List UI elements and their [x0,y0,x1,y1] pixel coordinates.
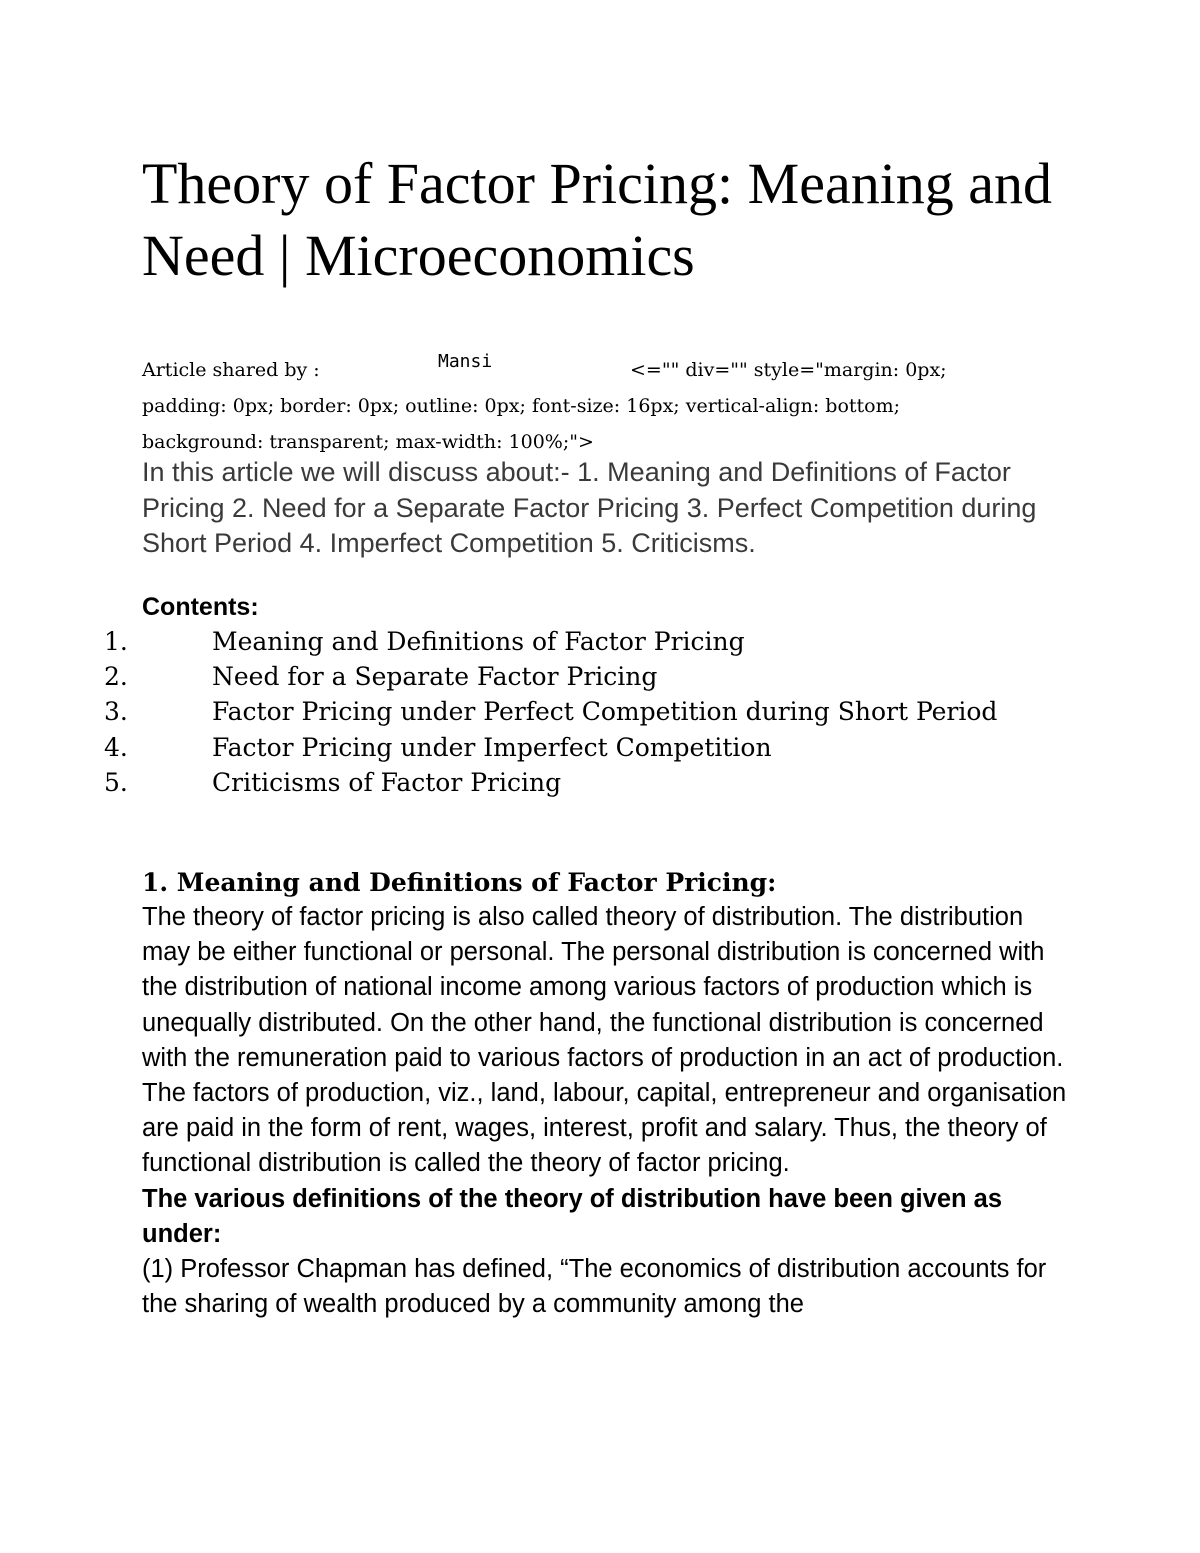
toc-item[interactable] [0,659,1100,694]
toc-item-number: 1. [104,627,128,656]
definition-1: (1) Professor Chapman has defined, “The economics of distribution accounts for the sharing of wealth produced by a community among the [142,1255,1047,1319]
toc-item-number: 3. [104,697,128,727]
table-of-contents [0,624,1100,800]
section-1-body [142,900,1077,1322]
toc-item[interactable] [0,694,1100,729]
section-1-paragraph-2: The factors of production, viz., land, labour, capital, entrepreneur and organisation are paid in the form of rent, wages, interest, profit and salary. Thus, the theory of functional distribution is called the theory of factor pricing. [142,1079,1067,1178]
toc-item-label[interactable]: Meaning and Definitions of Factor Pricing [212,627,745,656]
article-title: Theory of Factor Pricing: Meaning and Need | Microeconomics [142,151,1053,288]
toc-item-number: 2. [104,662,128,692]
definitions-heading: The various definitions of the theory of distribution have been given as under: [142,1184,1003,1248]
toc-item-label[interactable]: Criticisms of Factor Pricing [212,767,562,797]
toc-item-number: 4. [104,732,128,762]
toc-item[interactable] [0,765,1100,800]
toc-item-label[interactable]: Need for a Separate Factor Pricing [212,662,658,692]
toc-item[interactable] [0,730,1100,765]
intro-paragraph: In this article we will discuss about:- 1. Meaning and Definitions of Factor Pricing 2. Need for a Separate Factor Pricing 3. Perfect Competition during Short Period 4. Imperfect Competition 5. Criticisms. [142,457,1037,558]
byline-label: Article shared by : [142,359,320,381]
contents-heading: Contents: [142,593,259,621]
author-name: Mansi [438,351,493,372]
section-1-paragraph-1: The theory of factor pricing is also called theory of distribution. The distribution may be either functional or personal. The personal distribution is concerned with the distribution of national income among various factors of production which is unequally distributed. On the other hand, the functional distribution is concerned with the remuneration paid to various factors of production in an act of production. [142,903,1064,1072]
toc-item-label[interactable]: Factor Pricing under Imperfect Competition [212,732,772,762]
markup-leak-line-2: padding: 0px; border: 0px; outline: 0px; font-size: 16px; vertical-align: bottom; [142,395,901,417]
byline [142,351,1042,453]
toc-item-label[interactable]: Factor Pricing under Perfect Competition during Short Period [212,697,998,727]
section-1-heading: 1. Meaning and Definitions of Factor Pricing: [142,868,777,897]
markup-leak-line-3: background: transparent; max-width: 100%;"> [142,431,594,453]
toc-item-number: 5. [104,767,128,797]
toc-item[interactable] [0,624,1100,659]
markup-leak-line-1: <="" div="" style="margin: 0px; [630,359,947,381]
